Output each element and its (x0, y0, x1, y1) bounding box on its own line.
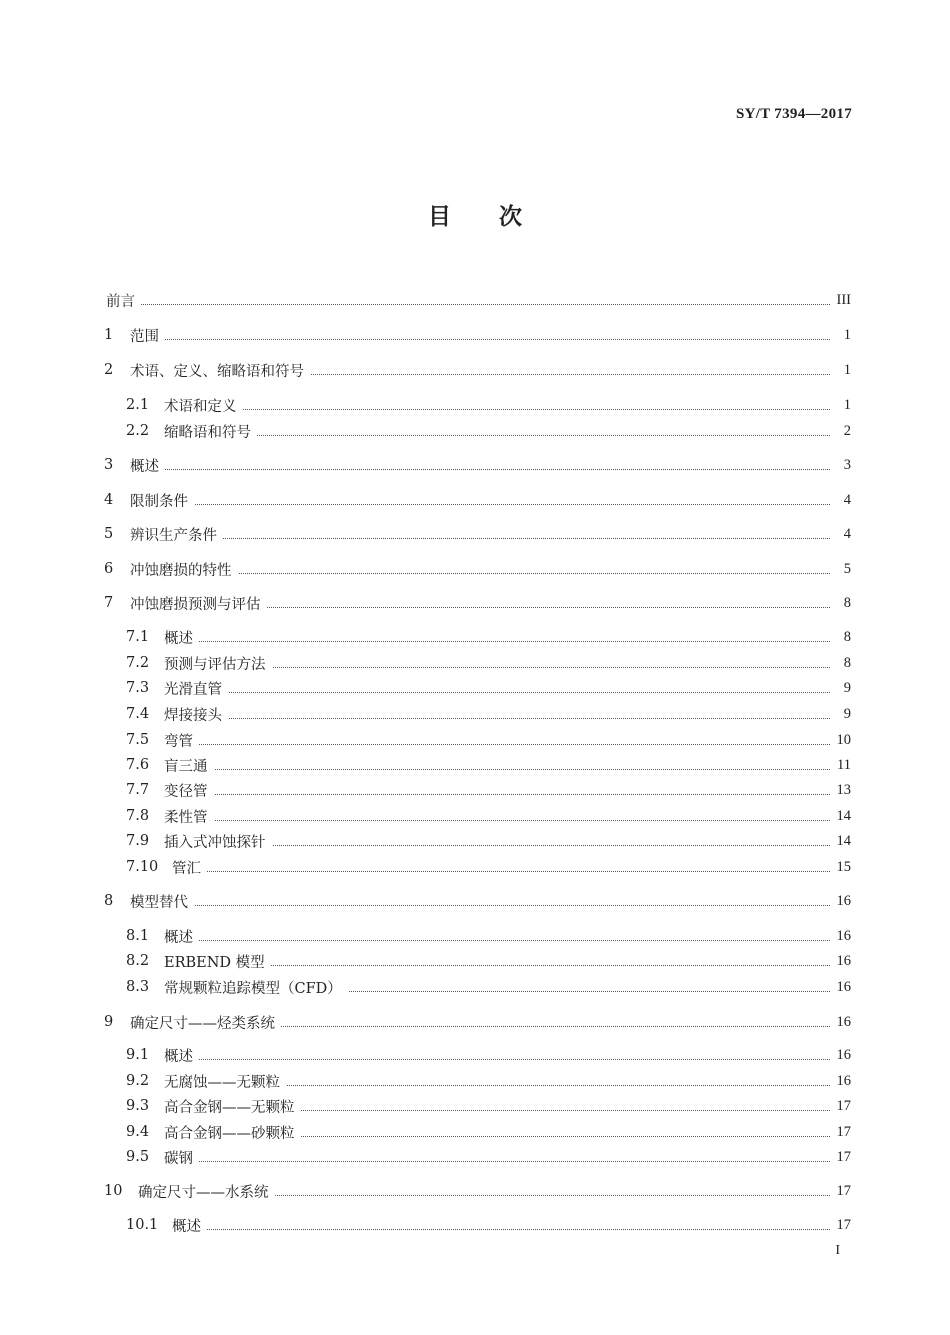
toc-entry-label: 概述 (164, 926, 199, 947)
toc-entry-number: 9.4 (126, 1124, 150, 1140)
toc-entry-number: 3 (104, 457, 114, 473)
toc-entry-page: 1 (843, 396, 851, 413)
toc-leader-dots (172, 871, 830, 872)
toc-entry[interactable] (0, 703, 950, 725)
toc-entry-page: 8 (843, 594, 851, 611)
toc-entry-page: 16 (836, 1013, 851, 1030)
toc-entry-label: 概述 (164, 627, 199, 648)
toc-entry-number: 7.8 (126, 808, 150, 824)
toc-entry-page: 8 (843, 628, 851, 645)
toc-entry-label: 冲蚀磨损的特性 (130, 559, 238, 580)
toc-leader-dots (130, 538, 830, 539)
toc-entry-page: 10 (836, 731, 851, 748)
toc-entry-number: 9.2 (126, 1073, 150, 1089)
toc-entry-number: 8.2 (126, 953, 150, 969)
toc-entry-label: 术语和定义 (164, 395, 243, 416)
toc-entry-number: 2.2 (126, 423, 150, 439)
toc-entry[interactable] (0, 1121, 950, 1143)
toc-leader-dots (164, 409, 830, 410)
toc-entry[interactable] (0, 890, 950, 912)
toc-entry-number: 9.5 (126, 1149, 150, 1165)
toc-leader-dots (164, 641, 830, 642)
toc-entry[interactable] (0, 1214, 950, 1236)
toc-leader-dots (106, 304, 830, 305)
toc-entry-label: 光滑直管 (164, 678, 228, 699)
toc-entry-number: 6 (104, 561, 114, 577)
toc-entry-label: 焊接接头 (164, 704, 228, 725)
toc-entry-page: 16 (836, 927, 851, 944)
toc-leader-dots (164, 718, 830, 719)
toc-entry-page: 16 (836, 952, 851, 969)
toc-entry-label: 辨识生产条件 (130, 524, 223, 545)
toc-entry-label: 弯管 (164, 730, 199, 751)
toc-entry-label: 模型替代 (130, 891, 194, 912)
toc-entry[interactable] (0, 324, 950, 346)
toc-entry-label: 术语、定义、缩略语和符号 (130, 360, 310, 381)
toc-entry-page: 17 (836, 1182, 851, 1199)
toc-entry[interactable] (0, 830, 950, 852)
toc-entry-number: 8 (104, 893, 114, 909)
toc-entry[interactable] (0, 779, 950, 801)
toc-entry-page: 17 (836, 1216, 851, 1233)
toc-entry-label: ERBEND 模型 (164, 951, 271, 972)
toc-entry-label: 确定尺寸——水系统 (138, 1181, 275, 1202)
toc-entry-number: 5 (104, 526, 114, 542)
toc-entry-label: 前言 (106, 290, 141, 311)
toc-entry-number: 1 (104, 327, 114, 343)
toc-entry-page: 14 (836, 807, 851, 824)
toc-entry-label: 概述 (130, 455, 165, 476)
toc-entry-page: 3 (843, 456, 851, 473)
toc-entry-number: 9.3 (126, 1098, 150, 1114)
toc-entry[interactable] (0, 1095, 950, 1117)
toc-entry-page: 16 (836, 892, 851, 909)
toc-leader-dots (164, 1161, 830, 1162)
toc-entry-number: 9.1 (126, 1047, 150, 1063)
toc-entry[interactable] (0, 652, 950, 674)
toc-entry-number: 8.1 (126, 928, 150, 944)
toc-entry[interactable] (0, 592, 950, 614)
toc-entry-page: 13 (836, 781, 851, 798)
page-title: 目次 (428, 204, 570, 230)
toc-leader-dots (164, 744, 830, 745)
toc-entry-page: 11 (837, 756, 851, 773)
toc-entry-number: 7.4 (126, 706, 150, 722)
toc-entry-number: 2.1 (126, 397, 150, 413)
toc-entry-label: 碳钢 (164, 1147, 199, 1168)
toc-entry-page: 5 (843, 560, 851, 577)
toc-entry-page: 9 (843, 679, 851, 696)
toc-entry[interactable] (0, 729, 950, 751)
toc-leader-dots (130, 469, 830, 470)
toc-entry-label: 缩略语和符号 (164, 421, 257, 442)
standard-number: SY/T 7394—2017 (735, 106, 852, 122)
toc-entry[interactable] (0, 454, 950, 476)
toc-entry-label: 盲三通 (164, 755, 214, 776)
toc-entry-number: 7.5 (126, 732, 150, 748)
toc-entry[interactable] (0, 523, 950, 545)
toc-entry-page: 4 (843, 525, 851, 542)
toc-entry-page: 17 (836, 1097, 851, 1114)
toc-entry[interactable] (0, 805, 950, 827)
toc-leader-dots (130, 339, 830, 340)
toc-entry-number: 7.9 (126, 833, 150, 849)
toc-leader-dots (172, 1229, 830, 1230)
toc-entry-label: 高合金钢——砂颗粒 (164, 1122, 301, 1143)
toc-entry-number: 7.10 (126, 859, 159, 875)
toc-entry-number: 7.3 (126, 680, 150, 696)
toc-leader-dots (130, 905, 830, 906)
toc-entry-page: III (836, 291, 851, 308)
toc-entry-page: 1 (843, 326, 851, 343)
toc-entry-page: 16 (836, 1072, 851, 1089)
toc-leader-dots (164, 794, 830, 795)
toc-entry-number: 4 (104, 492, 114, 508)
toc-entry[interactable] (0, 1044, 950, 1066)
toc-entry-label: 柔性管 (164, 806, 214, 827)
toc-entry[interactable] (0, 1180, 950, 1202)
toc-entry-number: 7 (104, 595, 114, 611)
toc-entry-page: 2 (843, 422, 851, 439)
toc-entry[interactable] (0, 489, 950, 511)
toc-leader-dots (164, 1059, 830, 1060)
toc-entry[interactable] (0, 1070, 950, 1092)
toc-entry-label: 冲蚀磨损预测与评估 (130, 593, 267, 614)
toc-entry-label: 插入式冲蚀探针 (164, 831, 272, 852)
toc-leader-dots (130, 504, 830, 505)
toc-entry[interactable] (0, 856, 950, 878)
toc-entry[interactable] (0, 925, 950, 947)
toc-leader-dots (164, 435, 830, 436)
toc-entry-label: 高合金钢——无颗粒 (164, 1096, 301, 1117)
toc-entry-label: 变径管 (164, 780, 214, 801)
toc-entry[interactable] (0, 1146, 950, 1168)
toc-leader-dots (164, 769, 830, 770)
toc-leader-dots (164, 940, 830, 941)
toc-entry-label: 确定尺寸——烃类系统 (130, 1012, 281, 1033)
toc-entry-number: 7.2 (126, 655, 150, 671)
toc-entry[interactable] (0, 1011, 950, 1033)
toc-entry-label: 预测与评估方法 (164, 653, 272, 674)
toc-entry-label: 概述 (164, 1045, 199, 1066)
toc-entry-number: 7.1 (126, 629, 150, 645)
toc-entry-page: 14 (836, 832, 851, 849)
toc-entry-number: 7.6 (126, 757, 150, 773)
toc-entry[interactable] (0, 677, 950, 699)
toc-entry-label: 范围 (130, 325, 165, 346)
toc-entry-number: 9 (104, 1014, 114, 1030)
toc-entry[interactable] (0, 754, 950, 776)
toc-entry-label: 常规颗粒追踪模型（CFD） (164, 977, 348, 998)
toc-leader-dots (164, 820, 830, 821)
toc-entry[interactable] (0, 359, 950, 381)
toc-entry-page: 4 (843, 491, 851, 508)
toc-entry-page: 1 (843, 361, 851, 378)
toc-entry[interactable] (0, 626, 950, 648)
toc-entry-page: 9 (843, 705, 851, 722)
toc-entry-number: 7.7 (126, 782, 150, 798)
page-number: I (835, 1243, 840, 1258)
toc-entry-page: 16 (836, 978, 851, 995)
toc-leader-dots (164, 692, 830, 693)
toc-entry-label: 限制条件 (130, 490, 194, 511)
toc-entry-number: 8.3 (126, 979, 150, 995)
toc-entry-label: 无腐蚀——无颗粒 (164, 1071, 286, 1092)
toc-entry-page: 15 (836, 858, 851, 875)
toc-entry[interactable] (0, 950, 950, 972)
toc-entry-number: 10.1 (126, 1217, 159, 1233)
toc-entry[interactable] (0, 558, 950, 580)
toc-entry-label: 概述 (172, 1215, 207, 1236)
toc-entry[interactable] (0, 289, 950, 311)
toc-entry[interactable] (0, 394, 950, 416)
toc-entry-number: 2 (104, 362, 114, 378)
toc-entry-page: 17 (836, 1123, 851, 1140)
toc-entry-number: 10 (104, 1183, 123, 1199)
toc-entry-page: 16 (836, 1046, 851, 1063)
toc-entry-label: 管汇 (172, 857, 207, 878)
toc-entry[interactable] (0, 420, 950, 442)
toc-entry[interactable] (0, 976, 950, 998)
toc-entry-page: 17 (836, 1148, 851, 1165)
toc-entry-page: 8 (843, 654, 851, 671)
